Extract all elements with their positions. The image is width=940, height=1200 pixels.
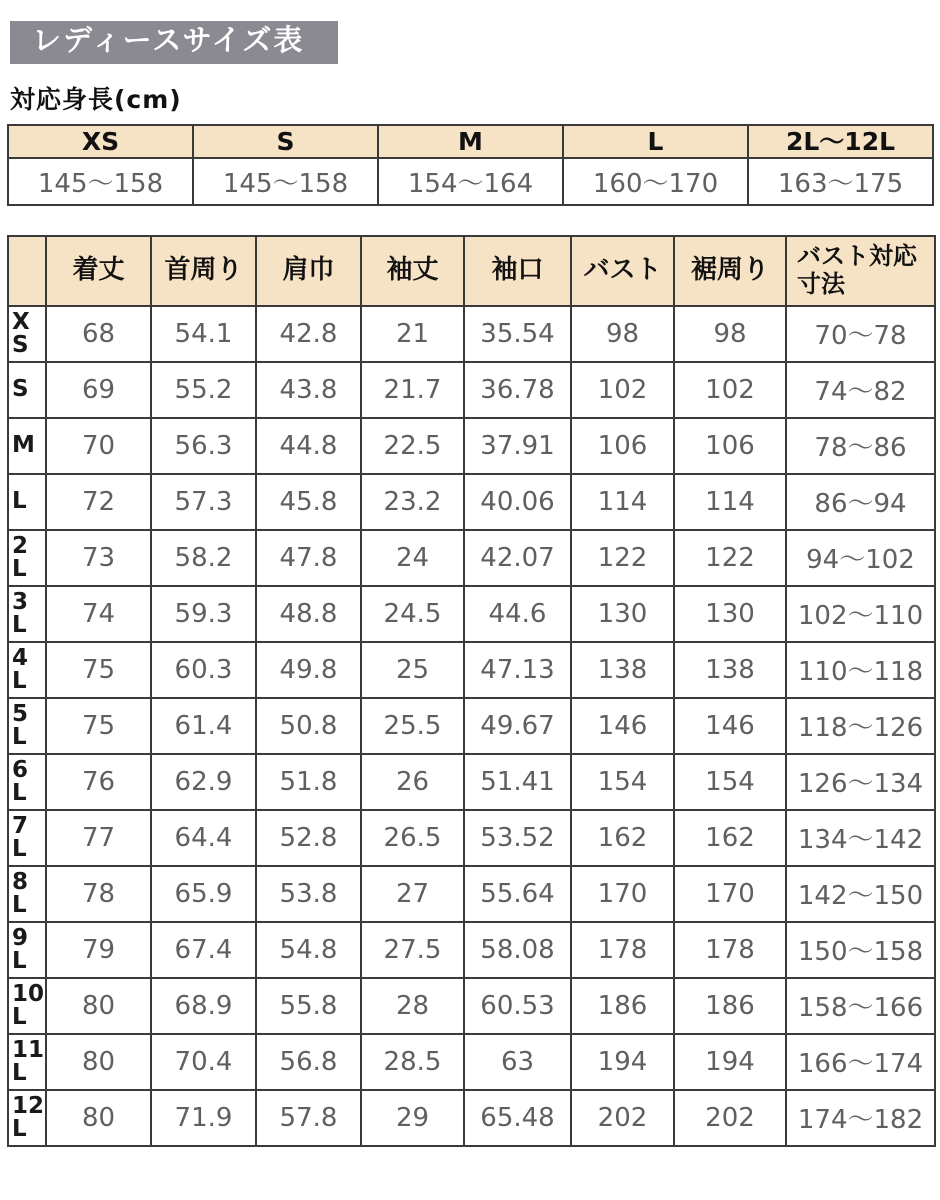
size-row-6L (8, 754, 935, 810)
size-cell-XS-5: 98 (571, 306, 674, 362)
height-value-4: 163〜175 (748, 158, 933, 205)
size-cell-2L-1: 58.2 (151, 530, 256, 586)
size-cell-XS-2: 42.8 (256, 306, 361, 362)
row-label-top: 10 (12, 981, 45, 1008)
row-label-bottom: L (12, 555, 27, 582)
size-col-header-bust-range-line-0: バスト (797, 242, 869, 271)
size-table-header-row (8, 236, 935, 306)
size-cell-6L-1: 62.9 (151, 754, 256, 810)
size-row-M (8, 418, 935, 474)
size-cell-7L-1: 64.4 (151, 810, 256, 866)
size-cell-4L-0: 75 (46, 642, 151, 698)
height-col-header-2: M (378, 125, 563, 158)
size-cell-L-6: 114 (674, 474, 786, 530)
size-cell-10L-5: 186 (571, 978, 674, 1034)
size-row-label-8L (8, 866, 46, 922)
row-label-top: 11 (12, 1037, 45, 1064)
corner-cell (8, 236, 46, 306)
row-label-top: 6 (12, 757, 29, 784)
size-cell-S-0: 69 (46, 362, 151, 418)
size-cell-4L-1: 60.3 (151, 642, 256, 698)
size-cell-6L-4: 51.41 (464, 754, 571, 810)
size-cell-3L-5: 130 (571, 586, 674, 642)
size-cell-7L-2: 52.8 (256, 810, 361, 866)
row-label-bottom: L (12, 891, 27, 918)
size-cell-XS-1: 54.1 (151, 306, 256, 362)
size-cell-L-3: 23.2 (361, 474, 464, 530)
size-cell-11L-2: 56.8 (256, 1034, 361, 1090)
size-cell-3L-4: 44.6 (464, 586, 571, 642)
size-row-label-4L (8, 642, 46, 698)
size-cell-5L-1: 61.4 (151, 698, 256, 754)
size-cell-XS-4: 35.54 (464, 306, 571, 362)
size-row-4L (8, 642, 935, 698)
height-table (7, 124, 934, 206)
size-row-L (8, 474, 935, 530)
size-cell-M-5: 106 (571, 418, 674, 474)
size-cell-11L-6: 194 (674, 1034, 786, 1090)
size-col-header-4: 袖口 (464, 236, 571, 306)
size-row-12L (8, 1090, 935, 1146)
size-cell-10L-1: 68.9 (151, 978, 256, 1034)
size-cell-5L-2: 50.8 (256, 698, 361, 754)
size-cell-5L-4: 49.67 (464, 698, 571, 754)
size-cell-11L-5: 194 (571, 1034, 674, 1090)
height-col-header-0: XS (8, 125, 193, 158)
size-cell-8L-6: 170 (674, 866, 786, 922)
row-label-bottom: L (12, 1059, 27, 1086)
size-row-2L (8, 530, 935, 586)
size-row-label-11L (8, 1034, 46, 1090)
size-row-S (8, 362, 935, 418)
size-cell-4L-4: 47.13 (464, 642, 571, 698)
size-cell-L-4: 40.06 (464, 474, 571, 530)
row-label-bottom: L (12, 947, 27, 974)
size-row-label-6L (8, 754, 46, 810)
size-cell-2L-0: 73 (46, 530, 151, 586)
size-row-XS (8, 306, 935, 362)
size-cell-L-5: 114 (571, 474, 674, 530)
size-cell-L-2: 45.8 (256, 474, 361, 530)
size-cell-L-7: 86〜94 (786, 474, 935, 530)
row-label-bottom: L (12, 1115, 27, 1142)
size-cell-4L-5: 138 (571, 642, 674, 698)
size-row-7L (8, 810, 935, 866)
size-cell-8L-7: 142〜150 (786, 866, 935, 922)
size-cell-12L-1: 71.9 (151, 1090, 256, 1146)
size-cell-M-3: 22.5 (361, 418, 464, 474)
size-col-header-3: 袖丈 (361, 236, 464, 306)
size-cell-11L-3: 28.5 (361, 1034, 464, 1090)
row-label-bottom: L (12, 611, 27, 638)
size-row-label-7L (8, 810, 46, 866)
page-title (10, 21, 338, 64)
height-value-1: 145〜158 (193, 158, 378, 205)
size-col-header-bust-range (786, 236, 935, 306)
size-cell-12L-0: 80 (46, 1090, 151, 1146)
row-label-bottom: L (12, 723, 27, 750)
size-cell-2L-2: 47.8 (256, 530, 361, 586)
size-cell-M-4: 37.91 (464, 418, 571, 474)
size-cell-XS-0: 68 (46, 306, 151, 362)
size-row-10L (8, 978, 935, 1034)
size-col-header-6: 裾周り (674, 236, 786, 306)
size-cell-7L-6: 162 (674, 810, 786, 866)
row-label-top: 4 (12, 645, 29, 672)
size-row-label-2L (8, 530, 46, 586)
row-label-top: 5 (12, 701, 29, 728)
height-value-2: 154〜164 (378, 158, 563, 205)
size-cell-4L-7: 110〜118 (786, 642, 935, 698)
size-cell-L-0: 72 (46, 474, 151, 530)
size-cell-4L-2: 49.8 (256, 642, 361, 698)
size-cell-9L-4: 58.08 (464, 922, 571, 978)
height-col-header-1: S (193, 125, 378, 158)
size-cell-12L-4: 65.48 (464, 1090, 571, 1146)
size-cell-7L-7: 134〜142 (786, 810, 935, 866)
size-cell-6L-2: 51.8 (256, 754, 361, 810)
size-cell-10L-0: 80 (46, 978, 151, 1034)
size-cell-11L-0: 80 (46, 1034, 151, 1090)
size-row-label-M: M (8, 418, 46, 474)
size-row-8L (8, 866, 935, 922)
size-col-header-2: 肩巾 (256, 236, 361, 306)
size-cell-12L-6: 202 (674, 1090, 786, 1146)
size-cell-7L-5: 162 (571, 810, 674, 866)
row-label-top: 2 (12, 533, 29, 560)
row-label-top: X (12, 309, 30, 336)
height-value-3: 160〜170 (563, 158, 748, 205)
size-cell-2L-4: 42.07 (464, 530, 571, 586)
size-cell-5L-6: 146 (674, 698, 786, 754)
size-cell-5L-7: 118〜126 (786, 698, 935, 754)
size-cell-10L-3: 28 (361, 978, 464, 1034)
size-cell-2L-5: 122 (571, 530, 674, 586)
size-cell-2L-6: 122 (674, 530, 786, 586)
size-cell-11L-7: 166〜174 (786, 1034, 935, 1090)
height-col-header-3: L (563, 125, 748, 158)
size-cell-11L-4: 63 (464, 1034, 571, 1090)
size-cell-3L-3: 24.5 (361, 586, 464, 642)
size-cell-S-3: 21.7 (361, 362, 464, 418)
size-cell-5L-0: 75 (46, 698, 151, 754)
size-col-header-1: 首周り (151, 236, 256, 306)
size-cell-4L-6: 138 (674, 642, 786, 698)
height-table-header-row (8, 125, 933, 158)
row-label-top: 7 (12, 813, 29, 840)
size-col-header-bust-range-line-1: 対応寸法 (797, 242, 917, 298)
size-row-label-S: S (8, 362, 46, 418)
size-cell-2L-3: 24 (361, 530, 464, 586)
size-cell-8L-0: 78 (46, 866, 151, 922)
size-cell-7L-3: 26.5 (361, 810, 464, 866)
size-cell-12L-5: 202 (571, 1090, 674, 1146)
size-row-5L (8, 698, 935, 754)
size-cell-6L-5: 154 (571, 754, 674, 810)
row-label-top: 8 (12, 869, 29, 896)
size-cell-XS-3: 21 (361, 306, 464, 362)
size-cell-9L-6: 178 (674, 922, 786, 978)
size-row-3L (8, 586, 935, 642)
size-cell-9L-5: 178 (571, 922, 674, 978)
size-cell-4L-3: 25 (361, 642, 464, 698)
row-label-top: 3 (12, 589, 29, 616)
size-cell-M-2: 44.8 (256, 418, 361, 474)
size-cell-9L-3: 27.5 (361, 922, 464, 978)
size-cell-9L-0: 79 (46, 922, 151, 978)
height-value-0: 145〜158 (8, 158, 193, 205)
size-cell-10L-4: 60.53 (464, 978, 571, 1034)
size-cell-7L-0: 77 (46, 810, 151, 866)
size-cell-3L-6: 130 (674, 586, 786, 642)
row-label-bottom: L (12, 667, 27, 694)
size-cell-3L-1: 59.3 (151, 586, 256, 642)
size-cell-S-6: 102 (674, 362, 786, 418)
height-table-caption: 対応身長(cm) (10, 84, 182, 114)
size-cell-9L-2: 54.8 (256, 922, 361, 978)
size-cell-XS-7: 70〜78 (786, 306, 935, 362)
row-label-bottom: L (12, 1003, 27, 1030)
size-row-label-3L (8, 586, 46, 642)
size-cell-8L-5: 170 (571, 866, 674, 922)
size-cell-12L-7: 174〜182 (786, 1090, 935, 1146)
size-cell-11L-1: 70.4 (151, 1034, 256, 1090)
size-cell-8L-2: 53.8 (256, 866, 361, 922)
size-row-label-9L (8, 922, 46, 978)
size-table (7, 235, 936, 1147)
size-cell-L-1: 57.3 (151, 474, 256, 530)
size-row-label-5L (8, 698, 46, 754)
row-label-top: 12 (12, 1093, 45, 1120)
size-cell-9L-1: 67.4 (151, 922, 256, 978)
size-cell-S-4: 36.78 (464, 362, 571, 418)
size-cell-9L-7: 150〜158 (786, 922, 935, 978)
size-cell-M-1: 56.3 (151, 418, 256, 474)
size-cell-8L-3: 27 (361, 866, 464, 922)
size-cell-5L-3: 25.5 (361, 698, 464, 754)
size-row-9L (8, 922, 935, 978)
size-cell-S-1: 55.2 (151, 362, 256, 418)
height-table-value-row (8, 158, 933, 205)
size-cell-2L-7: 94〜102 (786, 530, 935, 586)
size-cell-7L-4: 53.52 (464, 810, 571, 866)
size-cell-M-7: 78〜86 (786, 418, 935, 474)
size-row-label-L: L (8, 474, 46, 530)
size-cell-8L-4: 55.64 (464, 866, 571, 922)
size-cell-3L-2: 48.8 (256, 586, 361, 642)
size-row-label-10L (8, 978, 46, 1034)
size-cell-6L-0: 76 (46, 754, 151, 810)
size-cell-5L-5: 146 (571, 698, 674, 754)
row-label-top: 9 (12, 925, 29, 952)
size-cell-8L-1: 65.9 (151, 866, 256, 922)
size-cell-S-7: 74〜82 (786, 362, 935, 418)
size-cell-M-6: 106 (674, 418, 786, 474)
size-cell-6L-3: 26 (361, 754, 464, 810)
row-label-bottom: L (12, 779, 27, 806)
size-cell-XS-6: 98 (674, 306, 786, 362)
page-title-text: レディースサイズ表 (32, 23, 305, 57)
size-cell-10L-6: 186 (674, 978, 786, 1034)
size-col-header-5: バスト (571, 236, 674, 306)
size-cell-10L-7: 158〜166 (786, 978, 935, 1034)
size-cell-12L-2: 57.8 (256, 1090, 361, 1146)
size-row-label-XS (8, 306, 46, 362)
size-cell-S-2: 43.8 (256, 362, 361, 418)
row-label-bottom: L (12, 835, 27, 862)
size-row-label-12L (8, 1090, 46, 1146)
size-row-11L (8, 1034, 935, 1090)
size-cell-M-0: 70 (46, 418, 151, 474)
height-col-header-4: 2L〜12L (748, 125, 933, 158)
size-cell-12L-3: 29 (361, 1090, 464, 1146)
size-cell-10L-2: 55.8 (256, 978, 361, 1034)
row-label-bottom: S (12, 331, 29, 358)
size-col-header-0: 着丈 (46, 236, 151, 306)
size-cell-6L-6: 154 (674, 754, 786, 810)
size-cell-6L-7: 126〜134 (786, 754, 935, 810)
size-cell-S-5: 102 (571, 362, 674, 418)
size-cell-3L-0: 74 (46, 586, 151, 642)
size-cell-3L-7: 102〜110 (786, 586, 935, 642)
